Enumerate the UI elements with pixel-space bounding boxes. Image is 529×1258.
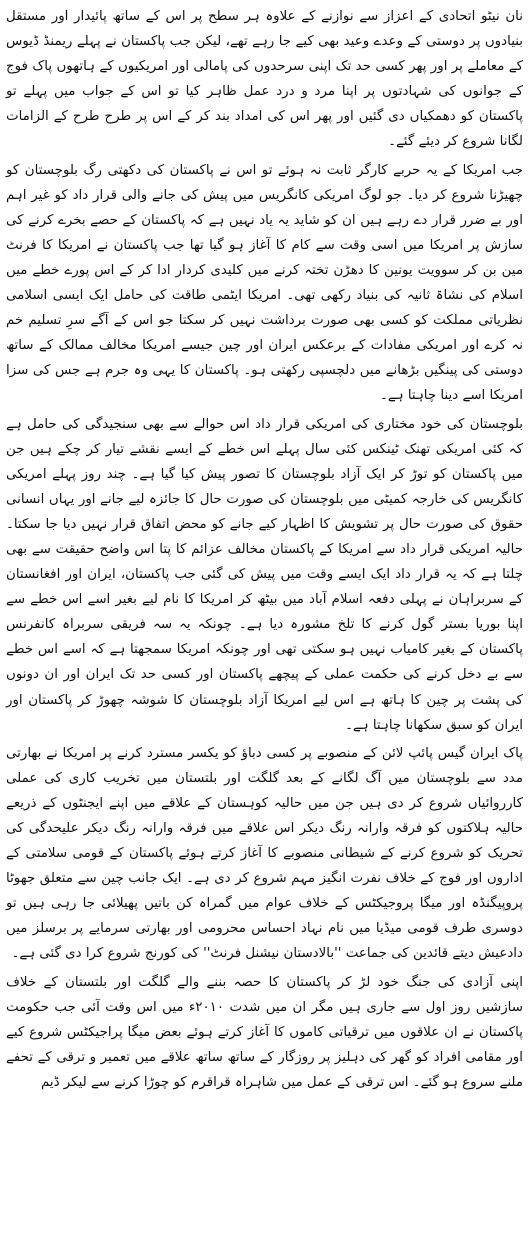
paragraph-4: پاک ایران گیس پائپ لائن کے منصوبے پر کسی دباؤ کو یکسر مسترد کرنے پر امریکا نے بھارتی مدد سے بلوچستان میں آگ لگانے کے بعد گلگت اور بلتستان میں تخریب کاری کی عملی کارروائیاں شروع کر دی ہیں جن میں حالیہ کوہستان کے علاقے میں اپنے ایجنٹوں کے ذریعے حالیہ ہلاکتوں کو فرقہ وارانہ رنگ دیکر اس علاقے میں فرقہ وارانہ رنگ دیکر علیحدگی کی تحریک کو شروع کرنے کے شیطانی منصوبے کا آغاز کرتے ہوئے پاکستان کے قومی سلامتی کے اداروں اور فوج کے خلاف نفرت انگیز مہم شروع کر دی ہے۔ ایک جانب چین سے متعلق جھوٹا پروپیگنڈہ اور میگا پروجیکٹس کے خلاف عوام میں گمراہ کن باتیں پھیلائی جا رہی ہیں تو دوسری طرف قومی میڈیا میں نام نہاد احساس محرومی اور بھارتی سرمایے پر برسلز میں دادعیش دیتے قائدین کی جماعت ''بالادستان نیشنل فرنٹ'' کی کورنج شروع کرا دی گئی ہے۔ [6, 745, 523, 962]
paragraph-3: بلوچستان کی خود مختاری کی امریکی قرار داد اس حوالے سے بھی سنجیدگی کی حامل ہے کہ کئی امریکی تھنک ٹینکس کئی سال پہلے اس خطے کے ایسے نقشے تیار کر چکے ہیں جن میں پاکستان کو توڑ کر ایک آزاد بلوچستان کا تصور پیش کیا گیا ہے۔ چند روز پہلے امریکی کانگریس کی خارجہ کمیٹی میں بلوچستان کی صورت حال کا جائزہ لیے جانے اور یہاں انسانی حقوق کی صورت حال پر تشویش کا اظہار کیے جانے کو محض اتفاق قرار نہیں دیا جا سکتا۔ حالیہ امریکی قرار داد سے امریکا کے پاکستان مخالف عزائم کا پتا اس واضح حقیقت سے بھی چلتا ہے کہ یہ قرار داد ایک ایسے وقت میں پیش کی گئی جب پاکستان، ایران اور افغانستان کے سربراہان نے پہلی دفعہ اسلام آباد میں بیٹھ کر امریکا کا نام لیے بغیر اسے اس خطے سے اپنا بوریا بستر گول کرنے کا تلخ مشورہ دیا ہے۔ چونکہ یہ سہ فریقی سربراہ کانفرنس پاکستان کے بغیر کامیاب نہیں ہو سکتی تھی اور چونکہ امریکا سمجھتا ہے کہ اسے اس خطے سے بے دخل کرنے کی حکمت عملی کے پیچھے پاکستان اور کسی حد تک ایران اور ان دونوں کی پشت پر چین کا ہاتھ ہے اس لیے امریکا آزاد بلوچستان کا شوشہ چھوڑ کر پاکستان اور ایران کو سبق سکھانا چاہتا ہے۔ [6, 416, 523, 733]
article-body [6, 4, 523, 1095]
paragraph-5: اپنی آزادی کی جنگ خود لڑ کر پاکستان کا حصہ بننے والے گلگت اور بلتستان کے خلاف سازشیں روز اول سے جاری ہیں مگر ان میں شدت ۲۰۱۰ء میں اس وقت آئی جب حکومت پاکستان نے ان علاقوں میں ترقیاتی کاموں کا آغاز کرتے ہوئے بعض میگا پراجیکٹس شروع کیے اور مقامی افراد کو گھر کی دہلیز پر روزگار کے ساتھ ساتھ علاقے میں تعمیر و ترقی کے تحفے ملنے سروع ہو گئے۔ اس ترقی کے عمل میں شاہراہ قراقرم کو چوڑا کرنے سے لیکر ڈیم [6, 974, 523, 1090]
paragraph-1: نان نیٹو اتحادی کے اعزاز سے نوازنے کے علاوہ ہر سطح پر اس کے ساتھ پائیدار اور مستقل بنیادوں پر دوستی کے وعدے وعید بھی کیے جا رہے تھے، لیکن جب پاکستان نے پہلے ریمنڈ ڈیوس کے معاملے پر اور پھر کسی حد تک اپنی سرحدوں کی پامالی اور امریکیوں کے ہاتھوں پاک فوج کے جوانوں کی شہادتوں پر اپنا مرد و درد عمل ظاہر کیا تو اس کے جواب میں پہلے تو پاکستان کو دھمکیاں دی گئیں اور پھر اس کی امداد بند کر کے اس پر طرح طرح کے الزامات لگانا شروع کر دیئے گئے۔ [6, 9, 523, 150]
paragraph-2: جب امریکا کے یہ حربے کارگر ثابت نہ ہوئے تو اس نے پاکستان کی دکھتی رگ بلوچستان کو چھیڑنا شروع کر دیا۔ جو لوگ امریکی کانگریس میں پیش کی جانے والی قرار داد کو غیر اہم اور بے ضرر قرار دے رہے ہیں ان کو شاید یہ یاد نہیں ہے کہ پاکستان کے حصے بخرے کرنے کی سازش پر امریکا میں اسی وقت سے کام کا آغاز ہو گیا تھا جب پاکستان نے امریکا کا فرنٹ مین بن کر سوویت یونین کا دھڑن تختہ کرنے میں کلیدی کردار ادا کر کے اس پورے خطے میں اسلام کی نشاۃ ثانیہ کی بنیاد رکھی تھی۔ امریکا ایٹمی طاقت کی حامل ایک ایسی اسلامی نظریاتی مملکت کو کسی بھی صورت برداشت نہیں کر سکتا جو اس کے آگے سرِ تسلیم خم نہ کرے اور امریکی مفادات کے برعکس ایران اور چین جیسے امریکا مخالف ممالک کے ساتھ دوستی کی پینگیں بڑھانے میں دلچسپی رکھتی ہو۔ پاکستان کا یہی وہ جرم ہے جس کی سزا امریکا اسے دینا چاہتا ہے۔ [6, 162, 523, 404]
